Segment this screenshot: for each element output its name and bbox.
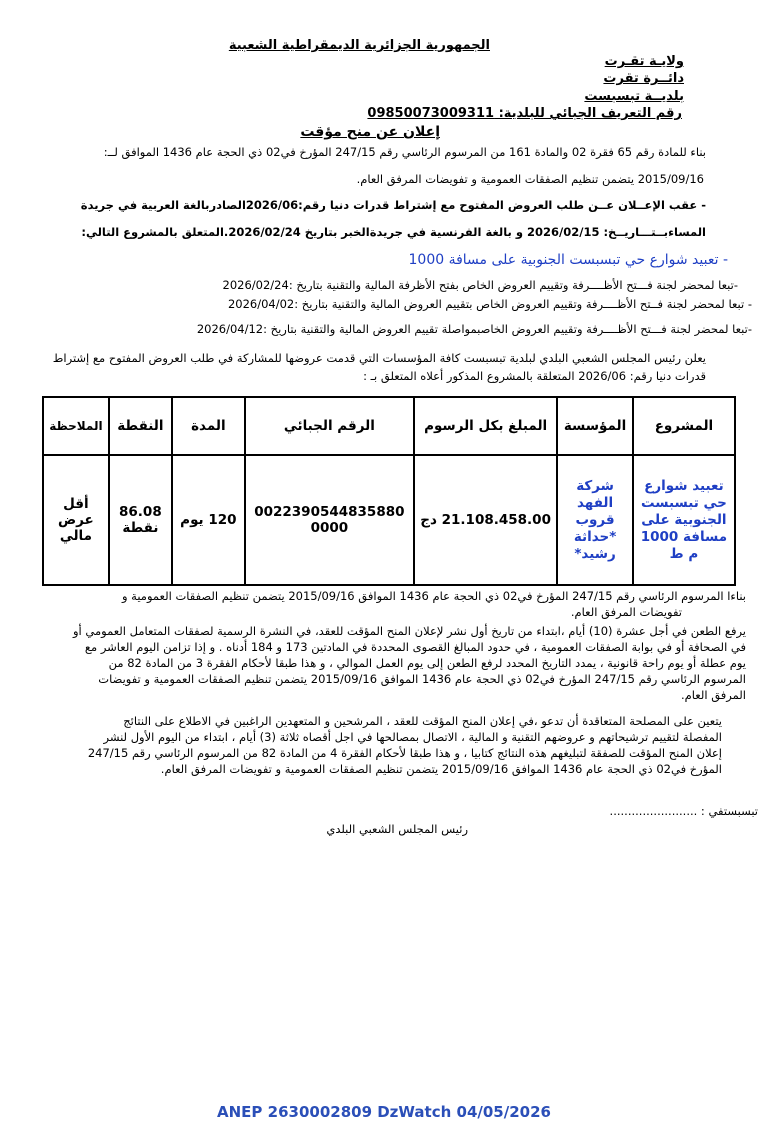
intro-line-3: - عقب الإعــلان عــن طلب العروض المفتوح مع إشتراط قدرات دنيا رقم:2026/06الصادربالغة العربية في جريدة bbox=[80, 198, 706, 212]
header-score: النقطة bbox=[109, 397, 172, 455]
cell-amount: 21.108.458.00 دج bbox=[414, 455, 557, 585]
footer-reference: ANEP 2630002809 DzWatch 04/05/2026 bbox=[217, 1103, 551, 1121]
closing-p2-a: يرفع الطعن في أجل عشرة (10) أيام ،ابتداء من تاريخ أول نشر لإعلان المنح المؤقت للعقد، في النشرة الرسمية لصفقات المتعامل العمومي أو bbox=[73, 624, 746, 638]
closing-p2-b: في الصحافة أو في بوابة الصفقات العمومية ، في حدود المبالغ القصوى المحددة في المادتين 173 و 184 أدناه . و إذا تزامن اليوم العاشر مع bbox=[84, 640, 746, 654]
minute-3: -تبعا لمحضر لجنة فـــتح الأظــــرفة وتقييم العروض الخاصبمواصلة تقييم العروض المالية والتقنية بتاريخ :2026/04/12 bbox=[196, 322, 752, 336]
cell-duration: 120 يوم bbox=[172, 455, 245, 585]
cell-note: أقل عرض مالي bbox=[43, 455, 109, 585]
header-project: المشروع bbox=[633, 397, 735, 455]
table-row bbox=[43, 455, 735, 585]
results-table bbox=[42, 396, 736, 586]
header-duration: المدة bbox=[172, 397, 245, 455]
table-header-row bbox=[43, 397, 735, 455]
notice-line-1: يعلن رئيس المجلس الشعبي البلدي لبلدية تبسبست كافة المؤسسات التي قدمت عروضها للمشاركة في طلب العروض المفتوح مع إشتراط bbox=[52, 351, 706, 365]
page-title: إعلان عن منح مؤقت bbox=[300, 124, 440, 140]
closing-p3-a: يتعين على المصلحة المتعاقدة أن تدعو ،في إعلان المنح المؤقت للعقد ، المرشحين و المتعهدين الراغبين في الاطلاع على النتائج bbox=[123, 714, 722, 728]
header-note: الملاحظة bbox=[43, 397, 109, 455]
daira-label: دائــرة تقرت bbox=[603, 71, 684, 86]
cell-tax-id: 00223905448358800000 bbox=[245, 455, 414, 585]
project-line: - تعبيد شوارع حي تبسبست الجنوبية على مسافة 1000 bbox=[408, 252, 728, 268]
header-amount: المبلغ بكل الرسوم bbox=[414, 397, 557, 455]
notice-line-2: قدرات دنيا رقم: 2026/06 المتعلقة بالمشروع المذكور أعلاه المتعلق بـ : bbox=[363, 369, 706, 383]
place-date: تبسبستفي : ........................ bbox=[609, 804, 758, 818]
closing-p2-c: يوم عطلة أو يوم راحة قانونية ، يمدد التاريخ المحدد لرفع الطعن إلى يوم العمل الموالي ، و هذا طبقا لأحكام الفقرة 3 من المادة 82 من bbox=[108, 656, 746, 670]
header-company: المؤسسة bbox=[557, 397, 633, 455]
closing-p3-d: المؤرخ في02 ذي الحجة عام 1436 الموافق 2015/09/16 يتضمن تنظيم الصفقات العمومية و تفويضات المرفق العام. bbox=[160, 762, 722, 776]
intro-line-2: 2015/09/16 يتضمن تنظيم الصفقات العمومية و تفويضات المرفق العام. bbox=[356, 172, 704, 186]
fiscal-id: رقم التعريف الجبائي للبلدية: 09850073009311 bbox=[367, 106, 682, 121]
signer-title: رئيس المجلس الشعبي البلدي bbox=[326, 822, 468, 836]
minute-1: -تبعا لمحضر لجنة فـــتح الأظــــرفة وتقييم العروض الخاص بفتح الأظرفة المالية والتقنية بتاريخ :2026/02/24 bbox=[222, 278, 738, 292]
cell-project: تعبيد شوارع حي تبسبست الجنوبية على مسافة 1000 م ط bbox=[633, 455, 735, 585]
closing-p3-b: المفصلة لتقييم ترشيحاتهم و عروضهم التقنية و المالية ، الاتصال بمصالحها في اجل أقصاه ثلاثة (3) أيام ، ابتداء من اليوم الأول لنشر bbox=[103, 730, 722, 744]
header-tax-id: الرقم الجبائي bbox=[245, 397, 414, 455]
cell-score: 86.08 نقطة bbox=[109, 455, 172, 585]
closing-p3-c: إعلان المنح المؤقت للصفقة لتبليغهم هذه النتائج كتابيا ، و هذا طبقا لأحكام الفقرة 4 من المادة 82 من المرسوم الرئاسي رقم 247/15 bbox=[87, 746, 722, 760]
republic-heading: الجمهورية الجزائرية الديمقراطية الشعبية bbox=[228, 38, 490, 53]
intro-line-1: بناء للمادة رقم 65 فقرة 02 والمادة 161 من المرسوم الرئاسي رقم 247/15 المؤرخ في02 ذي الحجة عام 1436 الموافق لــ: bbox=[103, 145, 706, 159]
intro-line-4: المساءبــتـــاريــخ: 2026/02/15 و بالغة الفرنسية في جريدةالخبر بتاريخ 2026/02/24.المتعلق بالمشروع التالي: bbox=[81, 225, 706, 239]
closing-p2-d: المرسوم الرئاسي رقم 247/15 المؤرخ في02 ذي الحجة عام 1436 الموافق 2015/09/16 يتضمن تنظيم الصفقات العمومية و تفويضات bbox=[98, 672, 746, 686]
commune-label: بلديــة تبسبست bbox=[584, 89, 684, 104]
closing-p2-e: المرفق العام. bbox=[681, 688, 746, 702]
closing-p1-a: بناءا المرسوم الرئاسي رقم 247/15 المؤرخ في02 ذي الحجة عام 1436 الموافق 2015/09/16 يتضمن تنظيم الصفقات العمومية و bbox=[121, 589, 746, 603]
closing-p1-b: تفويضات المرفق العام. bbox=[570, 605, 682, 619]
cell-company: شركة الفهد قروب *حداثة رشيد* bbox=[557, 455, 633, 585]
minute-2: - تبعا لمحضر لجنة فــتح الأظــــرفة وتقييم العروض الخاص بتقييم العروض المالية والتقنية بتاريخ :2026/04/02 bbox=[227, 297, 752, 311]
wilaya-label: ولايـة تقـرت bbox=[604, 54, 684, 69]
